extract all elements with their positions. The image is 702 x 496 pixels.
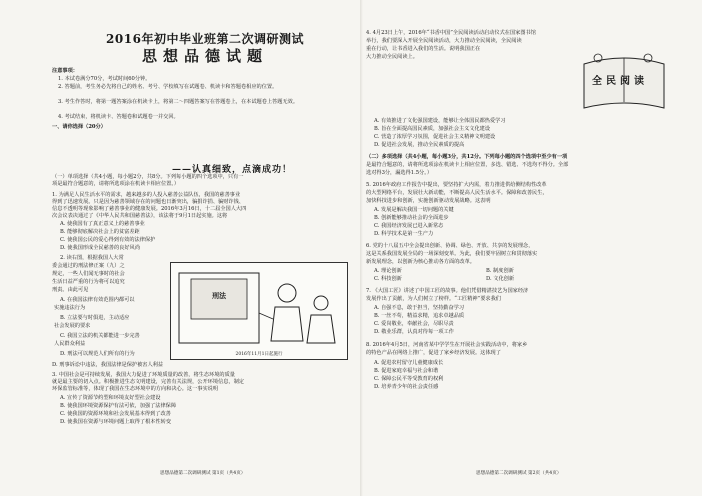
- option: D. 促进社会发展，推动全民素质的提高: [374, 142, 465, 148]
- question-text: 的大型网络平台，发展壮大新动能，不断提高人民生活水平。保障和改善民生，: [366, 190, 548, 196]
- note-item: 4. 考试结束，将机读卡、答题卷和试题卷一并交回。: [58, 114, 179, 120]
- right-page: [366, 0, 684, 496]
- option: A. 宣传了资源节约型和环境友好型社会建设: [60, 395, 161, 401]
- note-item: 1. 本试卷满分70分，考试时间60分钟。: [58, 76, 151, 82]
- page-footer: 思想品德第二次调研测试 第2页（共4页）: [476, 471, 562, 476]
- question-text: 规定，一些人们闻无事时的社会: [52, 271, 125, 277]
- option: B. 使我国环境资源保护有法可依，加强了法律保障: [60, 403, 177, 409]
- option: D. 刑法可以规范人们所有的行为: [60, 351, 135, 357]
- question-text: 次会议表决通过了《中华人民共和国慈善法》，该法将于9月1日起实施。这将: [52, 213, 228, 219]
- page-fold: [360, 0, 363, 496]
- question-text: D. 刑事诉讼中违法，我国法律是保护被害人利益: [52, 362, 164, 368]
- question-text: 8. 2016年4月5日，河南省某中学学生在开展社会实践活动中，将家乡: [366, 342, 528, 348]
- cartoon-title: 刑法: [212, 291, 226, 300]
- note-item: 2. 答题前，考生务必先将自己的姓名、考号、学校填写在试题卷、机读卡和答题卷相应的位置。: [58, 84, 278, 90]
- option: C. 我国经济发展已进入新常态: [374, 223, 444, 229]
- option: 实施违法行为: [54, 305, 86, 311]
- question-text: 5. 2016年政府工作报告中提出，要坚持扩大内需，着力推进供给侧结构性改革: [366, 182, 547, 188]
- exam-subject: 思想品德试题: [141, 47, 268, 65]
- question-text: 环保监管标准等，体现了我国在生态环境中的方向和决心。这一事实说明: [52, 386, 219, 392]
- cartoon-drawing: [171, 263, 347, 359]
- option: A. 发展是解决我国一切问题的关键: [374, 207, 454, 213]
- option: 社会发展的要求: [54, 323, 91, 329]
- option: A. 促进农村留守儿童健康成长: [374, 360, 444, 366]
- question-text: 举行，我们要深入开展全民阅读活动，大力推动全民阅读，全民阅读: [366, 38, 522, 44]
- option: B. 一丝不苟，精益求精，追求卓越品质: [374, 313, 465, 319]
- question-text: 的特色产品在网络上推广，促进了家乡经济发展。这体现了: [366, 350, 501, 356]
- option: A. 有效推进了文化强国建设，能够让全体国民都热爱学习: [374, 118, 506, 124]
- question-text: 得到了迅速发展。只是因为慈善领域存在的问题也日渐突出，骗捐诈捐、骗财诈钱、: [52, 199, 244, 205]
- option: B. 立法要与时俱进，主动适应: [60, 315, 130, 321]
- exam-title: 2016年初中毕业班第二次调研测试: [106, 32, 304, 46]
- option: C. 使我国公民的爱心得到有效的法律保护: [60, 237, 156, 243]
- option: B. 能够彻底解决社会上的贫富差距: [60, 229, 140, 235]
- page-footer: 思想品德第二次调研测试 第1页（共4页）: [160, 471, 246, 476]
- option: A. 在我国法律有效范围内都可以: [60, 297, 135, 303]
- option: D. 科学技术是第一生产力: [374, 231, 434, 237]
- option: 人民群众利益: [54, 341, 86, 347]
- option: D. 敬业乐群，认真对待每一项工作: [374, 329, 454, 335]
- section-intro: 是最符合题意的，请将所选项涂在机读卡上相应位置，多选、错选、不选均不得分。全部: [366, 162, 569, 168]
- question-text: 3. 中国社会是可持续发展，我国大力促进了环境质量的改善，将生态环境的质量: [52, 372, 235, 378]
- question-text: 7. 《大国工匠》讲述了中国工匠的故事。他们凭借精湛技艺为国家经济: [366, 288, 529, 294]
- option: D. 使我国在资源与环境问题上取得了根本性转变: [60, 419, 172, 425]
- section-intro: 项是最符合题意的，请将所选项涂在机读卡相应位置。）: [52, 181, 180, 187]
- section-intro: 选对得3分，漏选得1.5分。）: [366, 170, 433, 176]
- question-text: 就是最主要的切入点。积极推进生态文明建设，完善有关法规，公开环境信息，制定: [52, 379, 244, 385]
- option: D. 使我国形成全民慈善的良好风尚: [60, 245, 140, 251]
- question-text: 信息不透明等现象影响了慈善事业的健康发展。2016年3月16日，十二届全国人大四: [52, 206, 247, 212]
- cartoon-illustration: [170, 262, 348, 360]
- question-text: 1. 为满足人民生活水平的需求，越来越多的人投入慈善公益队伍，我国的慈善事业: [52, 192, 241, 198]
- section-title: 一、请你选择（20分）: [52, 124, 106, 130]
- note-item: 3. 考生作答时，将第一题答案涂在机读卡上，将第二～四题答案写在答题卷上，在本试题卷上答题无效。: [58, 99, 299, 105]
- option: C. 科技创新: [374, 276, 402, 282]
- option: C. 营造了浓厚学习氛围，促进社会主义精神文明建设: [374, 134, 496, 140]
- question-text: 新发展理念，以创新为核心推动各方面的改革。: [366, 259, 475, 265]
- option: B. 旨在全面提高国民素质，加强社会主义文化建设: [374, 126, 491, 132]
- option: B. 促进家庭幸福与社会和谐: [374, 368, 439, 374]
- option: C. 保障公民平等受教育的权利: [374, 376, 444, 382]
- question-text: 4. 4月23日上午，2016年“书香中国”全民阅读活动启动仪式在国家图书馆: [366, 30, 536, 36]
- option: A. 使我国有了真正意义上的慈善事业: [60, 221, 145, 227]
- question-text: 6. 党的十八届五中全会提出创新、协调、绿色、开放、共享的发展理念，: [366, 243, 534, 249]
- badge-text: 全民阅读: [592, 76, 648, 87]
- option: D. 文化创新: [486, 276, 515, 282]
- option: A. 理论创新: [374, 268, 402, 274]
- question-text: 大力推动全民阅读上。: [366, 54, 418, 60]
- question-text: 委会通过的刑法修正案（九）之: [52, 263, 125, 269]
- question-text: 重在行动，让书香进入我们的生活。说明我国正在: [366, 46, 481, 52]
- question-text: 加快科技进步和创新，实施创新驱动发展战略。这表明: [366, 198, 491, 204]
- option: C. 爱岗敬业，奉献社会，尽职尽责: [374, 321, 454, 327]
- question-text: 这是关系我国发展全局的一场深刻变革。为此，我们要牢固树立和贯彻落实: [366, 251, 538, 257]
- question-text: 生活日益严重的行为将可以追究: [52, 279, 125, 285]
- section-title: （二）多项选择（共4小题，每小题3分，共12分。下列每小题的四个选项中至少有一项: [366, 154, 568, 160]
- cartoon-caption: 2016年11月1日起施行: [235, 352, 283, 357]
- left-page: [52, 0, 358, 496]
- question-text: 刑责。由此可见: [52, 287, 89, 293]
- motto: ——认真细致，点滴成功！: [172, 165, 293, 175]
- option: C. 我国立法的机关都能进一步完善: [60, 333, 140, 339]
- section-intro: （一）单项选择（共4小题，每小题2分，共8分。下列每小题的四个选项中，只有一: [52, 174, 244, 180]
- question-text: 2. 读右图，根据我国人大常: [60, 255, 124, 261]
- option: A. 自强不息，敢于担当，坚持勤奋学习: [374, 305, 465, 311]
- option: B. 制度创新: [486, 268, 514, 274]
- option: B. 创新能够推动社会的全面进步: [374, 215, 449, 221]
- option: D. 培养青少年的社会责任感: [374, 384, 439, 390]
- question-text: 发展作出了贡献，为人们树立了榜样。“工匠精神”要求我们: [366, 296, 501, 302]
- notes-heading: 注意事项：: [52, 68, 78, 74]
- option: C. 使我国的资源环境和社会发展基本得到了改善: [60, 411, 171, 417]
- reading-badge: [578, 50, 670, 114]
